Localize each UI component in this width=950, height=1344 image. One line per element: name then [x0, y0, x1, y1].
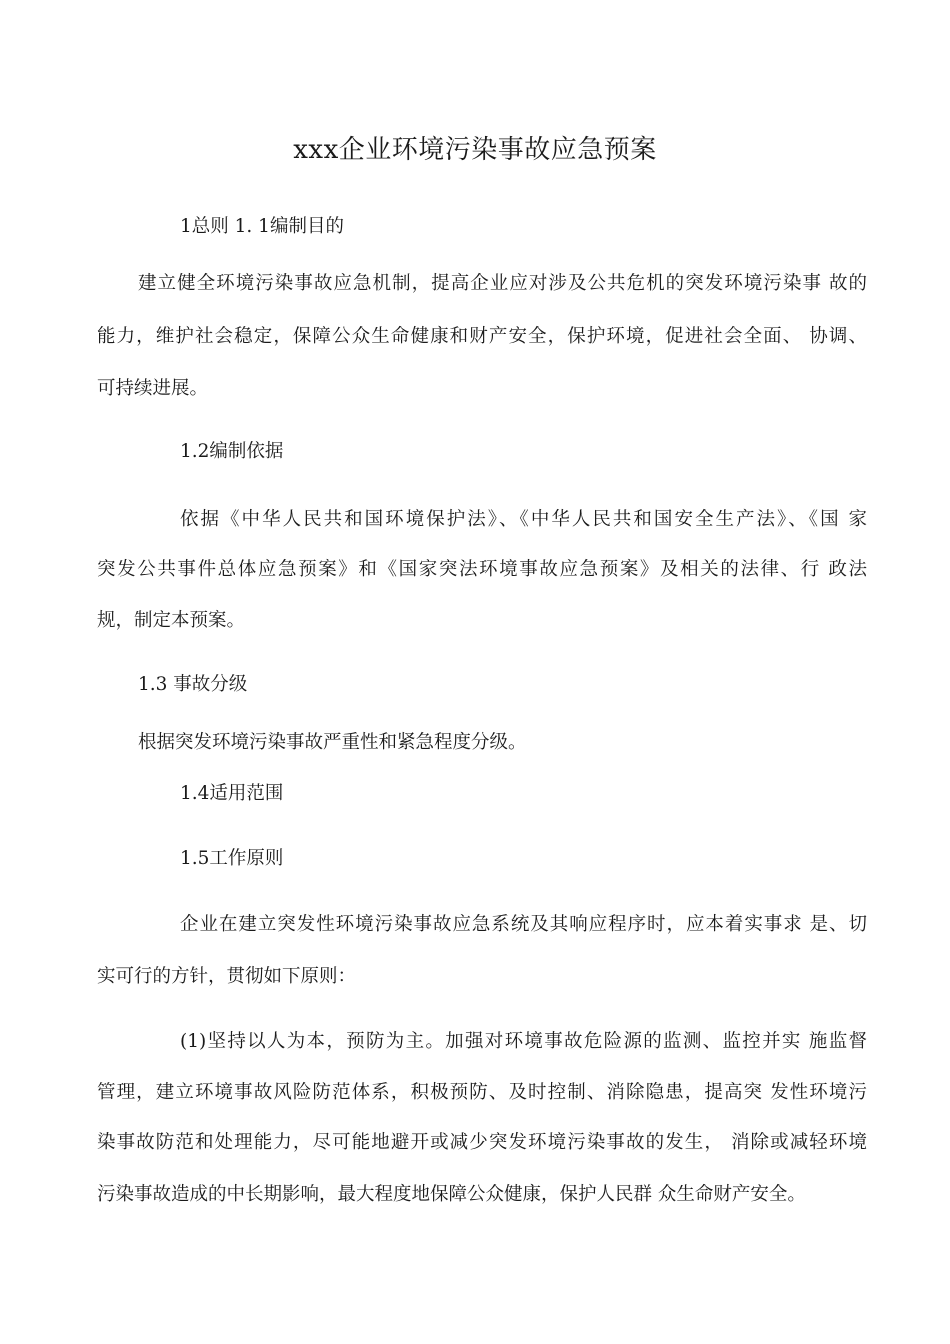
paragraph-line: 染事故防范和处理能力，尽可能地避开或减少突发环境污染事故的发生， 消除或减轻环境 — [97, 1132, 867, 1153]
section-1-5-heading: 1.5工作原则 — [180, 848, 284, 869]
paragraph-line: 规，制定本预案。 — [97, 610, 246, 631]
section-1-4-heading: 1.4适用范围 — [180, 783, 284, 804]
document-title: xxx企业环境污染事故应急预案 — [293, 135, 657, 165]
paragraph-line: 实可行的方针，贯彻如下原则： — [97, 966, 357, 987]
paragraph-line: 污染事故造成的中长期影响，最大程度地保障公众健康，保护人民群 众生命财产安全。 — [97, 1184, 806, 1205]
section-1-3-heading: 1.3 事故分级 — [138, 674, 248, 695]
paragraph-line: 能力，维护社会稳定，保障公众生命健康和财产安全，保护环境，促进社会全面、 协调、 — [97, 326, 867, 347]
paragraph-line: (1)坚持以人为本，预防为主。加强对环境事故危险源的监测、监控并实 施监督 — [180, 1031, 867, 1052]
paragraph-line: 企业在建立突发性环境污染事故应急系统及其响应程序时，应本着实事求 是、切 — [180, 914, 867, 935]
paragraph-line: 可持续进展。 — [97, 378, 209, 399]
paragraph-line: 依据《中华人民共和国环境保护法》、《中华人民共和国安全生产法》、《国 家 — [180, 509, 867, 530]
paragraph-line: 建立健全环境污染事故应急机制，提高企业应对涉及公共危机的突发环境污染事 故的 — [138, 273, 867, 294]
paragraph-line: 突发公共事件总体应急预案》和《国家突法环境事故应急预案》及相关的法律、行 政法 — [97, 559, 867, 580]
section-1-heading: 1总则 1. 1编制目的 — [180, 216, 344, 237]
paragraph-line: 管理，建立环境事故风险防范体系，积极预防、及时控制、消除隐患，提高突 发性环境污 — [97, 1082, 867, 1103]
paragraph-line: 根据突发环境污染事故严重性和紧急程度分级。 — [138, 732, 527, 753]
section-1-2-heading: 1.2编制依据 — [180, 441, 284, 462]
